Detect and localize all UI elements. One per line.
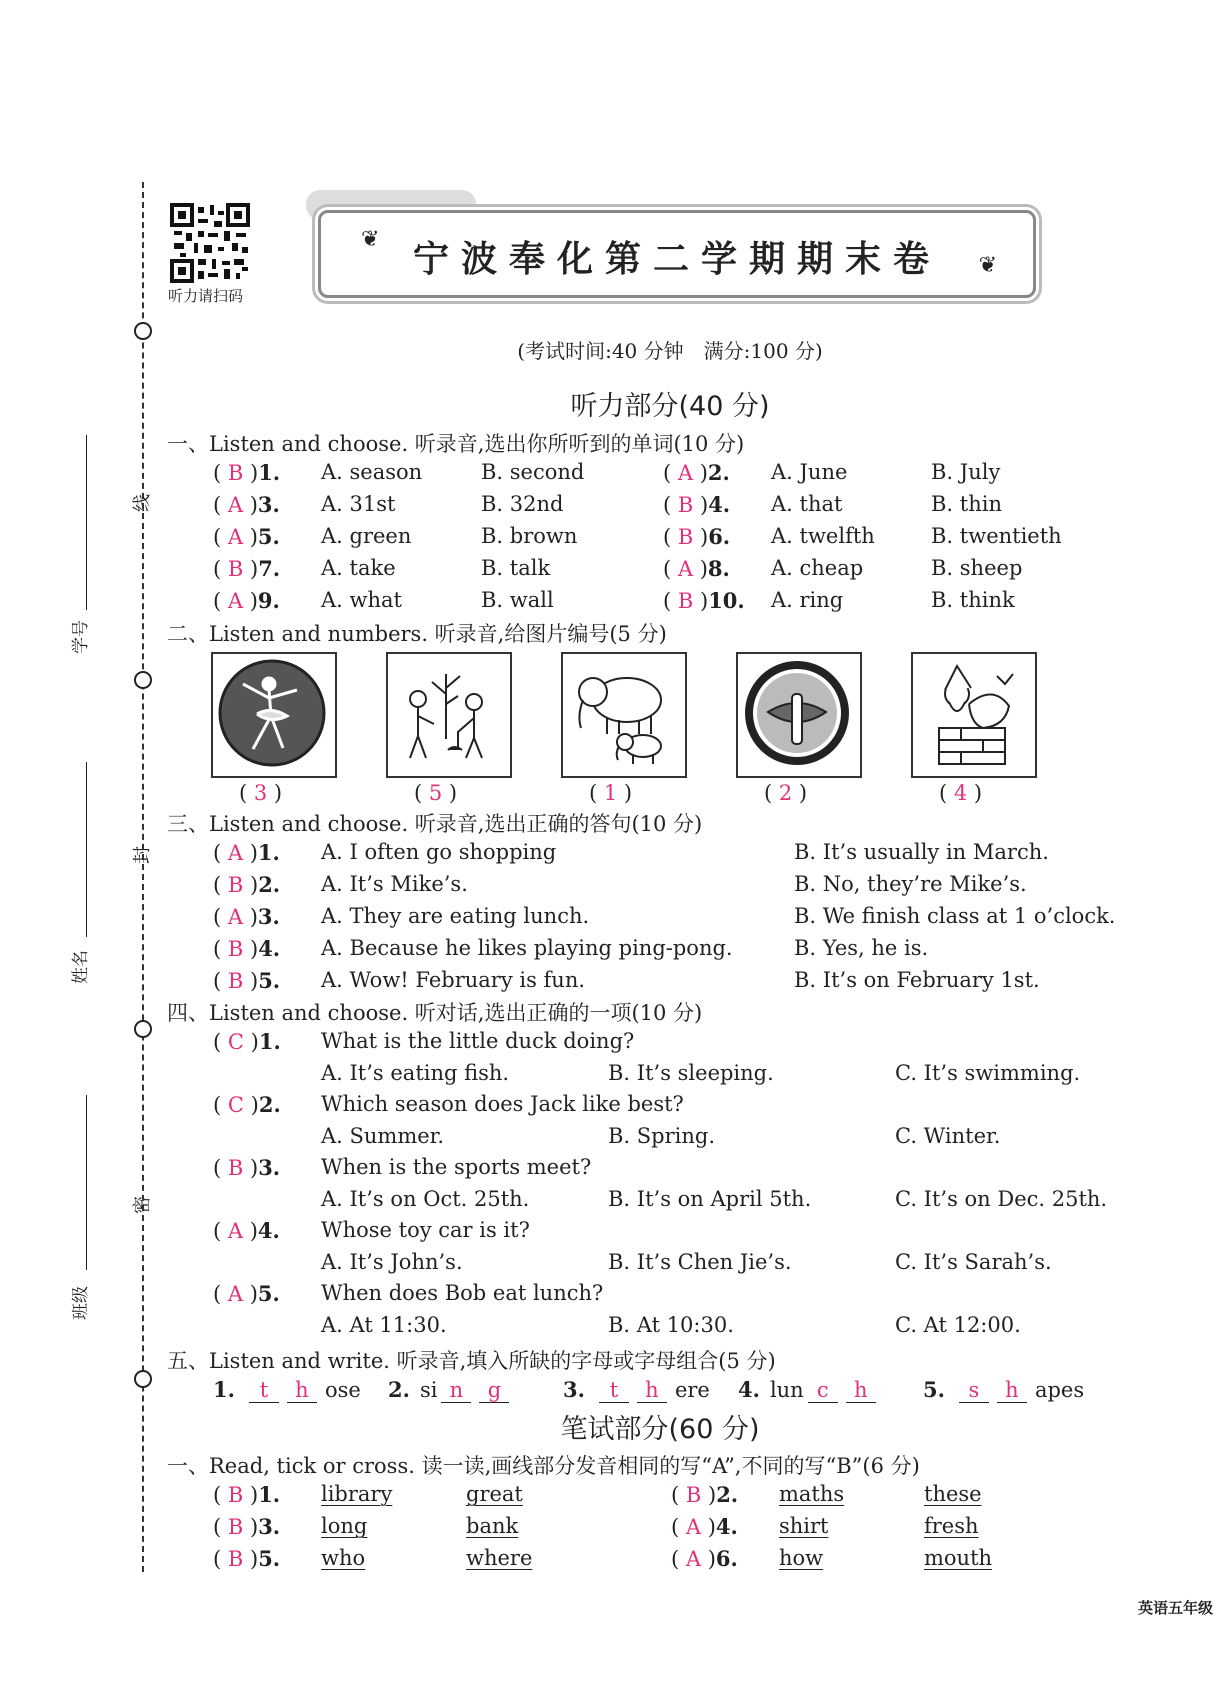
question-number: 5. xyxy=(257,524,280,549)
fill-blank-item xyxy=(563,1377,710,1403)
question-number: 6. xyxy=(708,524,731,549)
picture-number[interactable]: 1 xyxy=(603,781,618,805)
answer-letter[interactable]: C xyxy=(227,1030,244,1054)
question-number: 10. xyxy=(708,588,745,613)
question-number: 5. xyxy=(258,1546,281,1571)
question-number: 1. xyxy=(213,1377,235,1402)
answer-bracket[interactable] xyxy=(213,1155,280,1180)
answer-bracket[interactable] xyxy=(213,524,280,549)
option-b[interactable]: B. It’s usually in March. xyxy=(794,840,1049,864)
bracket-close: ) xyxy=(243,1030,259,1054)
answer-bracket[interactable] xyxy=(663,556,730,581)
option-a[interactable]: A. twelfth xyxy=(771,524,875,548)
question-number: 4. xyxy=(715,1514,738,1539)
question-number: 3. xyxy=(257,492,280,517)
bracket-open: ( xyxy=(213,557,228,581)
answer-letter[interactable]: B xyxy=(227,1156,244,1180)
answer-letter[interactable]: B xyxy=(227,1547,244,1571)
santa-chimney-picture[interactable] xyxy=(911,652,1037,778)
question-number: 4. xyxy=(738,1377,760,1402)
picture-number[interactable]: 5 xyxy=(428,781,443,805)
letter-blank[interactable]: h xyxy=(637,1378,667,1403)
option-b[interactable]: B. It’s sleeping. xyxy=(608,1061,774,1085)
picture-number-bracket[interactable]: ( 2 ) xyxy=(764,781,808,805)
answer-bracket[interactable] xyxy=(213,936,280,961)
word-prefix: si xyxy=(419,1378,438,1402)
option-a[interactable]: A. Wow! February is fun. xyxy=(321,968,586,992)
option-b[interactable]: B. It’s Chen Jie’s. xyxy=(608,1250,792,1274)
question-number: 3. xyxy=(563,1377,585,1402)
bracket-close: ) xyxy=(243,1483,259,1507)
bracket-open: ( xyxy=(213,1156,228,1180)
bracket-open: ( xyxy=(663,461,678,485)
option-b[interactable]: B. No, they’re Mike’s. xyxy=(794,872,1027,896)
word-one: who xyxy=(321,1546,366,1570)
fill-blank-item xyxy=(213,1377,361,1403)
elephants-picture[interactable] xyxy=(561,652,687,778)
question-number: 8. xyxy=(707,556,730,581)
word-one: long xyxy=(321,1514,368,1538)
answer-bracket[interactable] xyxy=(213,1482,280,1507)
bracket-open: ( xyxy=(663,589,678,613)
bracket-close: ) xyxy=(701,1483,717,1507)
option-b[interactable]: B. sheep xyxy=(931,556,1023,580)
question-number: 2. xyxy=(258,872,281,897)
picture-number[interactable]: 3 xyxy=(253,781,268,805)
bracket-open: ( xyxy=(213,1093,228,1117)
answer-bracket[interactable] xyxy=(663,460,730,485)
option-a[interactable]: A. At 11:30. xyxy=(321,1313,447,1337)
word-one: library xyxy=(321,1482,393,1506)
binding-mark-line: 线 xyxy=(132,494,153,512)
question-number: 2. xyxy=(716,1482,739,1507)
answer-letter[interactable]: A xyxy=(677,461,694,485)
bracket-close: ) xyxy=(701,1547,716,1571)
word-one: how xyxy=(779,1546,824,1570)
bracket-open: ( xyxy=(213,937,228,961)
question-number: 1. xyxy=(258,1482,281,1507)
fill-blank-item xyxy=(388,1377,517,1403)
picture-number-bracket[interactable]: ( 5 ) xyxy=(414,781,458,805)
bracket-open: ( xyxy=(213,1030,228,1054)
answer-bracket[interactable] xyxy=(663,492,730,517)
answer-letter[interactable]: A xyxy=(227,905,244,929)
answer-letter[interactable]: B xyxy=(227,557,244,581)
picture-number[interactable]: 4 xyxy=(953,781,968,805)
option-a[interactable]: A. ring xyxy=(771,588,844,612)
question-number: 5. xyxy=(257,1281,280,1306)
answer-letter[interactable]: A xyxy=(227,841,244,865)
bracket-close: ) xyxy=(693,461,708,485)
question-number: 5. xyxy=(923,1377,945,1402)
bracket-close: ) xyxy=(243,969,259,993)
bracket-close: ) xyxy=(693,589,709,613)
tree-planting-picture[interactable] xyxy=(386,652,512,778)
question-number: 1. xyxy=(258,460,281,485)
answer-letter[interactable]: B xyxy=(227,1483,244,1507)
bracket-open: ( xyxy=(213,1219,228,1243)
answer-bracket[interactable] xyxy=(213,556,280,581)
answer-letter[interactable]: B xyxy=(677,525,694,549)
letter-blank[interactable]: g xyxy=(479,1378,509,1403)
option-a[interactable]: A. I often go shopping xyxy=(321,840,557,864)
question-text: Which season does Jack like best? xyxy=(321,1092,684,1116)
option-b[interactable]: B. talk xyxy=(481,556,551,580)
bracket-close: ) xyxy=(243,557,259,581)
word-two: fresh xyxy=(924,1514,979,1538)
option-b[interactable]: B. It’s on April 5th. xyxy=(608,1187,812,1211)
answer-bracket[interactable] xyxy=(663,588,745,613)
answer-letter[interactable]: A xyxy=(685,1515,702,1539)
bracket-open: ( xyxy=(213,589,228,613)
class-label: 班级 xyxy=(71,1286,91,1320)
bracket-close: ) xyxy=(243,493,258,517)
bracket-open: ( xyxy=(213,969,228,993)
answer-letter[interactable]: A xyxy=(677,557,694,581)
bracket-open: ( xyxy=(663,557,678,581)
option-b[interactable]: B. It’s on February 1st. xyxy=(794,968,1040,992)
option-a[interactable]: A. green xyxy=(321,524,412,548)
word-prefix: lun xyxy=(769,1378,804,1402)
letter-blank[interactable]: h xyxy=(997,1378,1027,1403)
question-number: 4. xyxy=(258,936,281,961)
letter-blank[interactable]: h xyxy=(287,1378,317,1403)
option-b[interactable]: B. At 10:30. xyxy=(608,1313,734,1337)
option-b[interactable]: B. Spring. xyxy=(608,1124,716,1148)
title-banner xyxy=(318,210,1036,298)
answer-letter[interactable]: A xyxy=(227,493,244,517)
option-c[interactable]: C. It’s swimming. xyxy=(895,1061,1081,1085)
question-number: 3. xyxy=(257,904,280,929)
answer-letter[interactable]: A xyxy=(227,525,244,549)
option-a[interactable]: A. It’s on Oct. 25th. xyxy=(321,1187,530,1211)
answer-letter[interactable]: B xyxy=(677,589,694,613)
answer-letter[interactable]: B xyxy=(227,1515,244,1539)
option-a[interactable]: A. Summer. xyxy=(321,1124,445,1148)
word-suffix: apes xyxy=(1034,1378,1085,1402)
answer-bracket[interactable] xyxy=(671,1546,738,1571)
section-title: 五、Listen and write. 听录音,填入所缺的字母或字母组合(5 分) xyxy=(167,1349,776,1373)
picture-number-bracket[interactable]: ( 4 ) xyxy=(939,781,983,805)
option-b[interactable]: B. wall xyxy=(481,588,554,612)
question-number: 5. xyxy=(258,968,281,993)
bracket-close: ) xyxy=(693,493,709,517)
answer-bracket[interactable] xyxy=(213,1029,281,1054)
option-b[interactable]: B. thin xyxy=(931,492,1002,516)
section-title: 二、Listen and numbers. 听录音,给图片编号(5 分) xyxy=(167,622,667,646)
option-a[interactable]: A. It’s eating fish. xyxy=(321,1061,510,1085)
option-b[interactable]: B. 32nd xyxy=(481,492,564,516)
answer-letter[interactable]: B xyxy=(685,1483,702,1507)
bracket-open: ( xyxy=(213,525,228,549)
bracket-open: ( xyxy=(213,1515,228,1539)
question-text: When does Bob eat lunch? xyxy=(321,1281,604,1305)
option-a[interactable]: A. cheap xyxy=(771,556,864,580)
answer-letter[interactable]: B xyxy=(227,969,244,993)
option-c[interactable]: C. It’s Sarah’s. xyxy=(895,1250,1052,1274)
class-field[interactable] xyxy=(86,1095,87,1270)
bracket-open: ( xyxy=(213,461,228,485)
word-two: great xyxy=(466,1482,523,1506)
word-two: these xyxy=(924,1482,982,1506)
answer-bracket[interactable] xyxy=(671,1514,738,1539)
question-number: 2. xyxy=(707,460,730,485)
butterfly-icon: ❦ xyxy=(361,227,380,252)
question-number: 3. xyxy=(258,1155,281,1180)
answer-bracket[interactable] xyxy=(213,1218,280,1243)
bracket-close: ) xyxy=(243,873,259,897)
word-one: shirt xyxy=(779,1514,829,1538)
bracket-close: ) xyxy=(693,557,708,581)
question-text: Whose toy car is it? xyxy=(321,1218,530,1242)
student-no-label: 学号 xyxy=(71,620,91,654)
binding-hole xyxy=(134,671,152,689)
question-number: 4. xyxy=(257,1218,280,1243)
answer-bracket[interactable] xyxy=(213,1092,281,1117)
bracket-open: ( xyxy=(213,905,228,929)
bracket-close: ) xyxy=(243,937,259,961)
listening-header: 听力部分(40 分) xyxy=(570,391,770,422)
picture-number[interactable]: 2 xyxy=(778,781,793,805)
question-number: 1. xyxy=(257,840,280,865)
name-field[interactable] xyxy=(86,762,87,937)
option-c[interactable]: C. At 12:00. xyxy=(895,1313,1021,1337)
answer-letter[interactable]: B xyxy=(227,873,244,897)
writing-header: 笔试部分(60 分) xyxy=(560,1414,760,1445)
word-two: bank xyxy=(466,1514,519,1538)
bracket-open: ( xyxy=(213,493,228,517)
option-c[interactable]: C. It’s on Dec. 25th. xyxy=(895,1187,1108,1211)
option-b[interactable]: B. brown xyxy=(481,524,578,548)
picture-number-bracket[interactable]: ( 1 ) xyxy=(589,781,633,805)
bracket-close: ) xyxy=(243,525,258,549)
answer-bracket[interactable] xyxy=(213,840,280,865)
answer-bracket[interactable] xyxy=(213,872,280,897)
butterfly-icon: ❦ xyxy=(978,253,997,278)
section-title: 一、Read, tick or cross. 读一读,画线部分发音相同的写“A”,不同的写“B”(6 分) xyxy=(167,1454,920,1478)
question-number: 9. xyxy=(257,588,280,613)
option-a[interactable]: A. It’s John’s. xyxy=(321,1250,463,1274)
picture-number-bracket[interactable]: ( 3 ) xyxy=(239,781,283,805)
bracket-open: ( xyxy=(213,1282,228,1306)
page-title: 宁波奉化第二学期期末卷 xyxy=(412,239,941,280)
bracket-open: ( xyxy=(663,493,678,517)
answer-letter[interactable]: A xyxy=(227,589,244,613)
section-title: 三、Listen and choose. 听录音,选出正确的答句(10 分) xyxy=(167,812,703,836)
option-a[interactable]: A. that xyxy=(771,492,843,516)
qr-caption: 听力请扫码 xyxy=(168,287,244,305)
answer-bracket[interactable] xyxy=(213,588,280,613)
binding-mark-seal: 封 xyxy=(132,846,153,864)
bracket-close: ) xyxy=(693,525,709,549)
word-one: maths xyxy=(779,1482,845,1506)
footer-label: 英语五年级 xyxy=(1138,1599,1214,1617)
binding-mark-secret: 密 xyxy=(132,1196,153,1214)
name-label: 姓名 xyxy=(71,950,91,984)
word-suffix: ose xyxy=(324,1378,361,1402)
option-b[interactable]: B. July xyxy=(931,460,1001,484)
word-two: where xyxy=(466,1546,533,1570)
answer-letter[interactable]: A xyxy=(227,1282,244,1306)
bracket-open: ( xyxy=(663,525,678,549)
bracket-close: ) xyxy=(701,1515,716,1539)
bracket-close: ) xyxy=(243,1219,258,1243)
question-number: 4. xyxy=(708,492,731,517)
bracket-close: ) xyxy=(243,1093,259,1117)
bracket-close: ) xyxy=(243,1515,259,1539)
question-text: When is the sports meet? xyxy=(321,1155,592,1179)
letter-blank[interactable]: c xyxy=(808,1378,838,1403)
answer-letter[interactable]: B xyxy=(227,461,244,485)
section-title: 一、Listen and choose. 听录音,选出你所听到的单词(10 分) xyxy=(167,432,745,456)
question-number: 1. xyxy=(258,1029,281,1054)
bracket-close: ) xyxy=(243,841,258,865)
bracket-open: ( xyxy=(213,841,228,865)
exam-info: (考试时间:40 分钟 满分:100 分) xyxy=(517,339,823,363)
bracket-open: ( xyxy=(213,1547,228,1571)
option-b[interactable]: B. Yes, he is. xyxy=(794,936,929,960)
option-b[interactable]: B. We finish class at 1 o’clock. xyxy=(794,904,1116,928)
letter-blank[interactable]: s xyxy=(959,1378,989,1403)
bracket-open: ( xyxy=(671,1547,686,1571)
option-a[interactable]: A. 31st xyxy=(321,492,396,516)
question-number: 3. xyxy=(258,1514,281,1539)
option-a[interactable]: A. season xyxy=(321,460,423,484)
bracket-open: ( xyxy=(671,1515,686,1539)
fill-blank-item xyxy=(923,1377,1084,1403)
answer-letter[interactable]: A xyxy=(685,1547,702,1571)
answer-letter[interactable]: A xyxy=(227,1219,244,1243)
option-b[interactable]: B. second xyxy=(481,460,585,484)
bracket-close: ) xyxy=(243,1282,258,1306)
answer-letter[interactable]: B xyxy=(677,493,694,517)
option-a[interactable]: A. what xyxy=(321,588,402,612)
word-two: mouth xyxy=(924,1546,993,1570)
question-number: 2. xyxy=(258,1092,281,1117)
ballet-dancer-picture[interactable] xyxy=(211,652,337,778)
answer-bracket[interactable] xyxy=(213,460,280,485)
question-number: 7. xyxy=(258,556,281,581)
option-a[interactable]: A. It’s Mike’s. xyxy=(321,872,468,896)
quiet-sign-picture[interactable] xyxy=(736,652,862,778)
word-suffix: ere xyxy=(674,1378,710,1402)
bracket-close: ) xyxy=(243,1156,259,1180)
answer-bracket[interactable] xyxy=(213,968,280,993)
answer-bracket[interactable] xyxy=(213,1514,280,1539)
answer-bracket[interactable] xyxy=(213,904,280,929)
bracket-close: ) xyxy=(243,1547,259,1571)
letter-blank[interactable]: t xyxy=(249,1378,279,1403)
binding-hole xyxy=(134,1020,152,1038)
bracket-close: ) xyxy=(243,589,258,613)
question-text: What is the little duck doing? xyxy=(321,1029,635,1053)
option-b[interactable]: B. twentieth xyxy=(931,524,1062,548)
option-a[interactable]: A. take xyxy=(321,556,396,580)
option-a[interactable]: A. Because he likes playing ping-pong. xyxy=(321,936,733,960)
qr-code[interactable] xyxy=(170,203,250,283)
option-c[interactable]: C. Winter. xyxy=(895,1124,1001,1148)
answer-bracket[interactable] xyxy=(213,1281,280,1306)
answer-letter[interactable]: B xyxy=(227,937,244,961)
fill-blank-item xyxy=(738,1377,884,1403)
answer-letter[interactable]: C xyxy=(227,1093,244,1117)
question-number: 6. xyxy=(715,1546,738,1571)
question-number: 2. xyxy=(388,1377,410,1402)
binding-hole xyxy=(134,1370,152,1388)
answer-bracket[interactable] xyxy=(671,1482,738,1507)
student-no-field[interactable] xyxy=(86,435,87,610)
bracket-open: ( xyxy=(213,1483,228,1507)
bracket-open: ( xyxy=(671,1483,686,1507)
letter-blank[interactable]: n xyxy=(441,1378,471,1403)
answer-bracket[interactable] xyxy=(213,492,280,517)
bracket-open: ( xyxy=(213,873,228,897)
answer-bracket[interactable] xyxy=(213,1546,280,1571)
bracket-close: ) xyxy=(243,905,258,929)
letter-blank[interactable]: t xyxy=(599,1378,629,1403)
option-a[interactable]: A. June xyxy=(771,460,848,484)
option-a[interactable]: A. They are eating lunch. xyxy=(321,904,590,928)
section-title: 四、Listen and choose. 听对话,选出正确的一项(10 分) xyxy=(167,1001,703,1025)
letter-blank[interactable]: h xyxy=(846,1378,876,1403)
answer-bracket[interactable] xyxy=(663,524,730,549)
bracket-close: ) xyxy=(243,461,259,485)
option-b[interactable]: B. think xyxy=(931,588,1015,612)
